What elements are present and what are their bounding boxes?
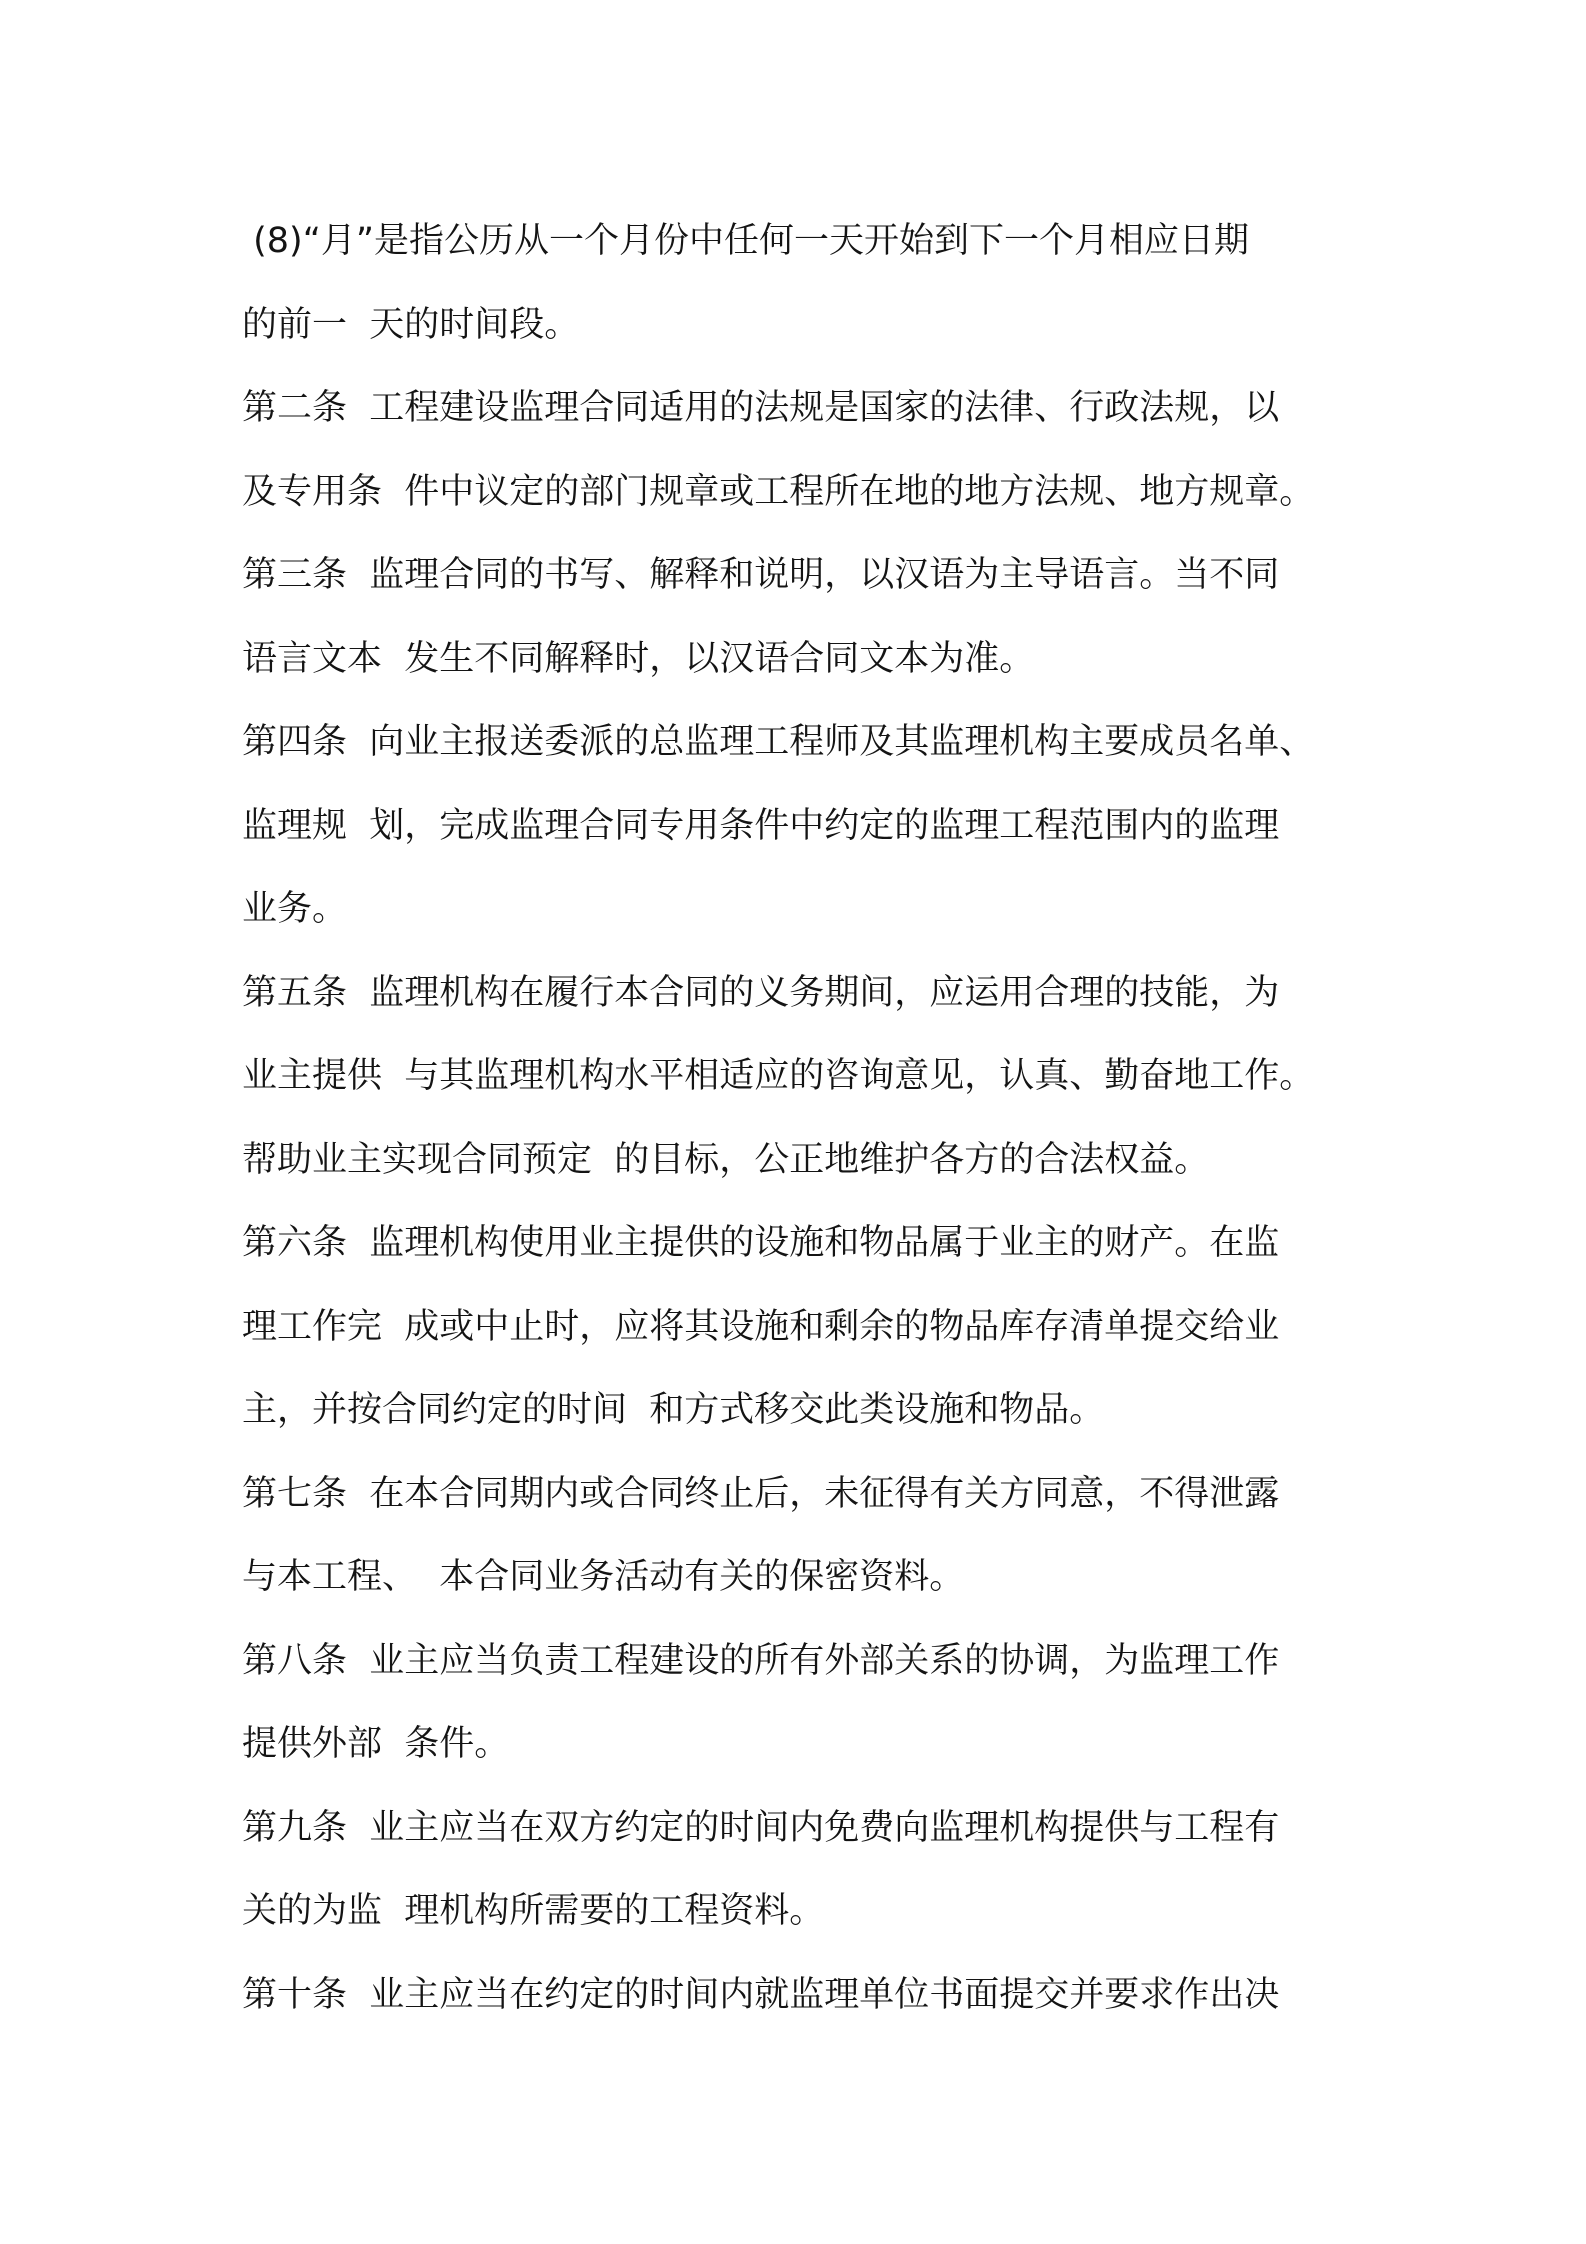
text-line: 主，并按合同约定的时间 和方式移交此类设施和物品。 bbox=[242, 1390, 1105, 1430]
text-line: 帮助业主实现合同预定 的目标，公正地维护各方的合法权益。 bbox=[242, 1139, 1210, 1180]
text-line: 与本工程、 本合同业务活动有关的保密资料。 bbox=[242, 1557, 965, 1597]
text-line: 理工作完 成或中止时，应将其设施和剩余的物品库存清单提交给业 bbox=[242, 1306, 1280, 1347]
text-line: 的前一 天的时间段。 bbox=[242, 304, 580, 345]
text-line: (8)“月”是指公历从一个月份中任何一天开始到下一个月相应日期 bbox=[242, 221, 1249, 261]
text-line: 第四条 向业主报送委派的总监理工程师及其监理机构主要成员名单、 bbox=[242, 722, 1315, 762]
text-line: 第八条 业主应当负责工程建设的所有外部关系的协调，为监理工作 bbox=[242, 1640, 1280, 1681]
text-line: 监理规 划，完成监理合同专用条件中约定的监理工程范围内的监理 bbox=[242, 805, 1280, 846]
text-line: 业主提供 与其监理机构水平相适应的咨询意见，认真、勤奋地工作。 bbox=[242, 1056, 1315, 1096]
text-line: 第二条 工程建设监理合同适用的法规是国家的法律、行政法规，以 bbox=[242, 388, 1280, 428]
text-line: 第十条 业主应当在约定的时间内就监理单位书面提交并要求作出决 bbox=[242, 1974, 1280, 2015]
text-line: 及专用条 件中议定的部门规章或工程所在地的地方法规、地方规章。 bbox=[242, 471, 1315, 512]
text-line: 语言文本 发生不同解释时，以汉语合同文本为准。 bbox=[242, 638, 1035, 679]
text-line: 第五条 监理机构在履行本合同的义务期间，应运用合理的技能，为 bbox=[242, 972, 1280, 1013]
text-line: 关的为监 理机构所需要的工程资料。 bbox=[242, 1891, 825, 1931]
text-line: 第七条 在本合同期内或合同终止后，未征得有关方同意，不得泄露 bbox=[242, 1473, 1280, 1514]
text-line: 提供外部 条件。 bbox=[242, 1724, 510, 1764]
contract-text-block bbox=[242, 200, 1362, 2037]
text-line: 第六条 监理机构使用业主提供的设施和物品属于业主的财产。在监 bbox=[242, 1223, 1280, 1263]
text-line: 第三条 监理合同的书写、解释和说明，以汉语为主导语言。当不同 bbox=[242, 555, 1280, 595]
text-line: 第九条 业主应当在双方约定的时间内免费向监理机构提供与工程有 bbox=[242, 1807, 1280, 1848]
text-line: 业务。 bbox=[242, 889, 348, 929]
